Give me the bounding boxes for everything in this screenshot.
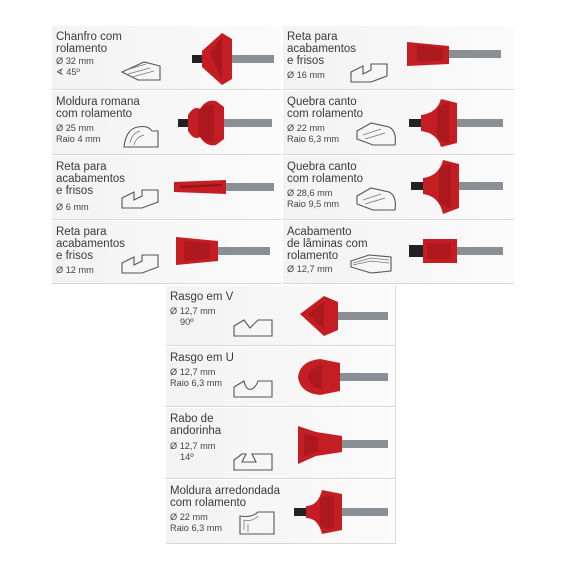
roundover-bit-icon: [407, 158, 507, 218]
card-title: Reta para acabamentos e frisos: [56, 226, 126, 262]
roundover-profile-icon: [355, 121, 399, 149]
card-specs: Ø 6 mm: [56, 202, 89, 212]
card-specs: Ø 12,7 mm 90º: [170, 306, 216, 327]
laminate-profile-icon: [349, 253, 395, 275]
card-acabamento-laminas: [283, 221, 514, 284]
card-specs: Ø 25 mm Raio 4 mm: [56, 123, 101, 144]
cove-bit-icon: [292, 484, 392, 542]
v-groove-bit-icon: [294, 292, 392, 340]
card-moldura-arredondada: [166, 480, 396, 544]
dovetail-bit-icon: [296, 422, 392, 468]
card-rasgo-u: [166, 347, 396, 407]
roman-ogee-bit-icon: [176, 95, 276, 153]
straight-bit-icon: [172, 233, 276, 269]
card-title: Rasgo em U: [170, 352, 234, 364]
card-rabo-andorinha: [166, 408, 396, 479]
card-quebra-canto-22: [283, 91, 514, 155]
cove-profile-icon: [238, 508, 278, 538]
roundover-bit-icon: [407, 95, 507, 153]
card-title: Rabo de andorinha: [170, 413, 222, 437]
card-specs: Ø 12,7 mm 14º: [170, 441, 216, 462]
chamfer-profile-icon: [120, 58, 164, 84]
card-title: Reta para acabamentos e frisos: [287, 31, 357, 67]
card-moldura-romana: [52, 91, 281, 155]
flush-trim-bit-icon: [407, 233, 507, 269]
chamfer-bit-icon: [188, 29, 278, 89]
card-title: Moldura romana com rolamento: [56, 96, 140, 120]
card-reta-6: [52, 156, 281, 220]
card-quebra-canto-28: [283, 156, 514, 220]
v-groove-profile-icon: [232, 314, 276, 340]
card-specs: Ø 32 mm ∢ 45º: [56, 56, 94, 77]
card-title: Moldura arredondada com rolamento: [170, 485, 280, 509]
card-specs: Ø 12 mm: [56, 265, 94, 275]
groove-profile-icon: [120, 253, 162, 275]
groove-profile-icon: [120, 188, 162, 210]
card-specs: Ø 22 mm Raio 6,3 mm: [170, 512, 223, 533]
card-title: Rasgo em V: [170, 291, 234, 303]
card-rasgo-v: [166, 286, 396, 346]
ogee-profile-icon: [122, 121, 162, 151]
card-title: Reta para acabamentos e frisos: [56, 161, 126, 197]
groove-profile-icon: [349, 62, 391, 84]
card-reta-16: [283, 26, 514, 90]
card-title: Chanfro com rolamento: [56, 31, 122, 55]
roundover-profile-icon: [355, 186, 399, 214]
dovetail-profile-icon: [232, 448, 276, 474]
card-specs: Ø 12,7 mm Raio 6,3 mm: [170, 367, 223, 388]
card-specs: Ø 16 mm: [287, 70, 325, 80]
card-reta-12: [52, 221, 281, 284]
straight-bit-icon: [170, 174, 276, 200]
card-specs: Ø 28,6 mm Raio 9,5 mm: [287, 188, 340, 209]
card-title: Acabamento de lâminas com rolamento: [287, 226, 368, 262]
card-title: Quebra canto com rolamento: [287, 161, 364, 185]
card-title: Quebra canto com rolamento: [287, 96, 364, 120]
card-specs: Ø 22 mm Raio 6,3 mm: [287, 123, 340, 144]
straight-bit-icon: [403, 36, 508, 76]
u-groove-profile-icon: [232, 375, 276, 401]
card-specs: Ø 12,7 mm: [287, 264, 333, 274]
core-box-bit-icon: [294, 355, 392, 399]
card-chanfro: [52, 26, 281, 90]
